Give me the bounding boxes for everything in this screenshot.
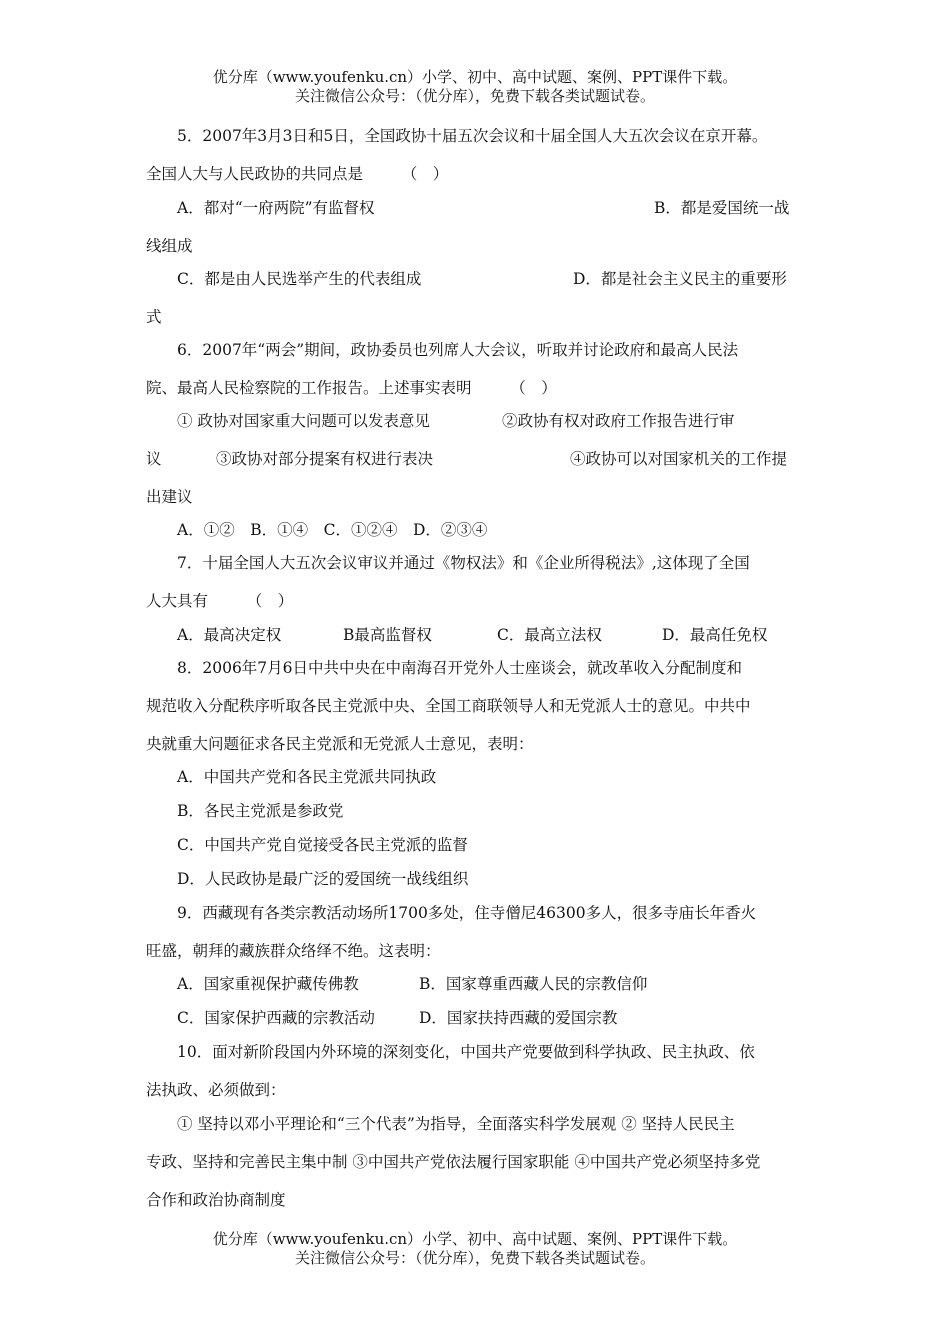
q5-option-d-cont: 式	[146, 308, 162, 326]
q8-option-d: D．人民政协是最广泛的爱国统一战线组织	[177, 870, 469, 888]
q8-option-c: C．中国共产党自觉接受各民主党派的监督	[177, 836, 468, 854]
q8-option-b: B．各民主党派是参政党	[177, 802, 344, 820]
q7-option-b: B最高监督权	[343, 626, 432, 644]
q5-option-a: A．都对“一府两院”有监督权	[177, 199, 375, 217]
q9-option-a: A．国家重视保护藏传佛教	[177, 975, 359, 993]
q5-option-b: B．都是爱国统一战	[654, 199, 790, 217]
q5-option-b-cont: 线组成	[146, 237, 193, 255]
q6-stem-line-1: 6．2007年“两会”期间，政协委员也列席人大会议，听取并讨论政府和最高人民法	[177, 341, 739, 359]
q7-option-d: D．最高任免权	[662, 626, 768, 644]
q10-statements-line-2: 专政、坚持和完善民主集中制 ③中国共产党依法履行国家职能 ④中国共产党必须坚持多党	[146, 1153, 761, 1171]
q10-statements-line-1: ① 坚持以邓小平理论和“三个代表”为指导，全面落实科学发展观 ② 坚持人民民主	[177, 1115, 735, 1133]
q9-option-c: C．国家保护西藏的宗教活动	[177, 1009, 375, 1027]
q9-stem-line-2: 旺盛，朝拜的藏族群众络绎不绝。这表明：	[146, 942, 441, 960]
q8-stem-line-3: 央就重大问题征求各民主党派和无党派人士意见，表明：	[146, 735, 534, 753]
q6-statement-3: ③政协对部分提案有权进行表决	[216, 450, 434, 468]
q7-stem-line-2: 人大具有 （ ）	[146, 592, 294, 610]
q10-stem-line-1: 10．面对新阶段国内外环境的深刻变化，中国共产党要做到科学执政、民主执政、依	[177, 1043, 755, 1061]
q6-statement-4: ④政协可以对国家机关的工作提	[570, 450, 788, 468]
q6-statement-2-cont: 议	[146, 450, 162, 468]
q8-stem-line-1: 8．2006年7月6日中共中央在中南海召开党外人士座谈会，就改革收入分配制度和	[177, 659, 743, 677]
q8-option-a: A．中国共产党和各民主党派共同执政	[177, 768, 437, 786]
q10-statements-line-3: 合作和政治协商制度	[146, 1191, 286, 1209]
q6-statement-2: ②政协有权对政府工作报告进行审	[502, 412, 735, 430]
q9-stem-line-1: 9．西藏现有各类宗教活动场所1700多处，住寺僧尼46300多人，很多寺庙长年香火	[177, 904, 757, 922]
q5-stem-line-1: 5．2007年3月3日和5日，全国政协十届五次会议和十届全国人大五次会议在京开幕。	[177, 127, 768, 145]
q9-option-d: D．国家扶持西藏的爱国宗教	[419, 1009, 618, 1027]
q10-stem-line-2: 法执政、必须做到：	[146, 1081, 286, 1099]
q5-option-c: C．都是由人民选举产生的代表组成	[177, 270, 422, 288]
q7-option-c: C．最高立法权	[497, 626, 602, 644]
footer-line-1: 优分库（www.youfenku.cn）小学、初中、高中试题、案例、PPT课件下载。	[212, 1230, 738, 1248]
q6-statement-1: ① 政协对国家重大问题可以发表意见	[177, 412, 430, 430]
q5-option-d: D．都是社会主义民主的重要形	[573, 270, 787, 288]
header-line-1: 优分库（www.youfenku.cn）小学、初中、高中试题、案例、PPT课件下载。	[212, 68, 738, 86]
q6-options: A．①② B．①④ C．①②④ D．②③④	[177, 521, 488, 539]
q5-stem-line-2: 全国人大与人民政协的共同点是 （ ）	[146, 165, 449, 183]
q8-stem-line-2: 规范收入分配秩序听取各民主党派中央、全国工商联领导人和无党派人士的意见。中共中	[146, 697, 751, 715]
q9-option-b: B．国家尊重西藏人民的宗教信仰	[419, 975, 648, 993]
footer-line-2: 关注微信公众号：（优分库），免费下载各类试题试卷。	[294, 1249, 655, 1267]
header-line-2: 关注微信公众号：（优分库），免费下载各类试题试卷。	[294, 87, 655, 105]
q7-stem-line-1: 7．十届全国人大五次会议审议并通过《物权法》和《企业所得税法》,这体现了全国	[177, 554, 750, 572]
q6-statement-4-cont: 出建议	[146, 488, 193, 506]
q7-option-a: A．最高决定权	[177, 626, 282, 644]
q6-stem-line-2: 院、最高人民检察院的工作报告。上述事实表明 （ ）	[146, 379, 557, 397]
